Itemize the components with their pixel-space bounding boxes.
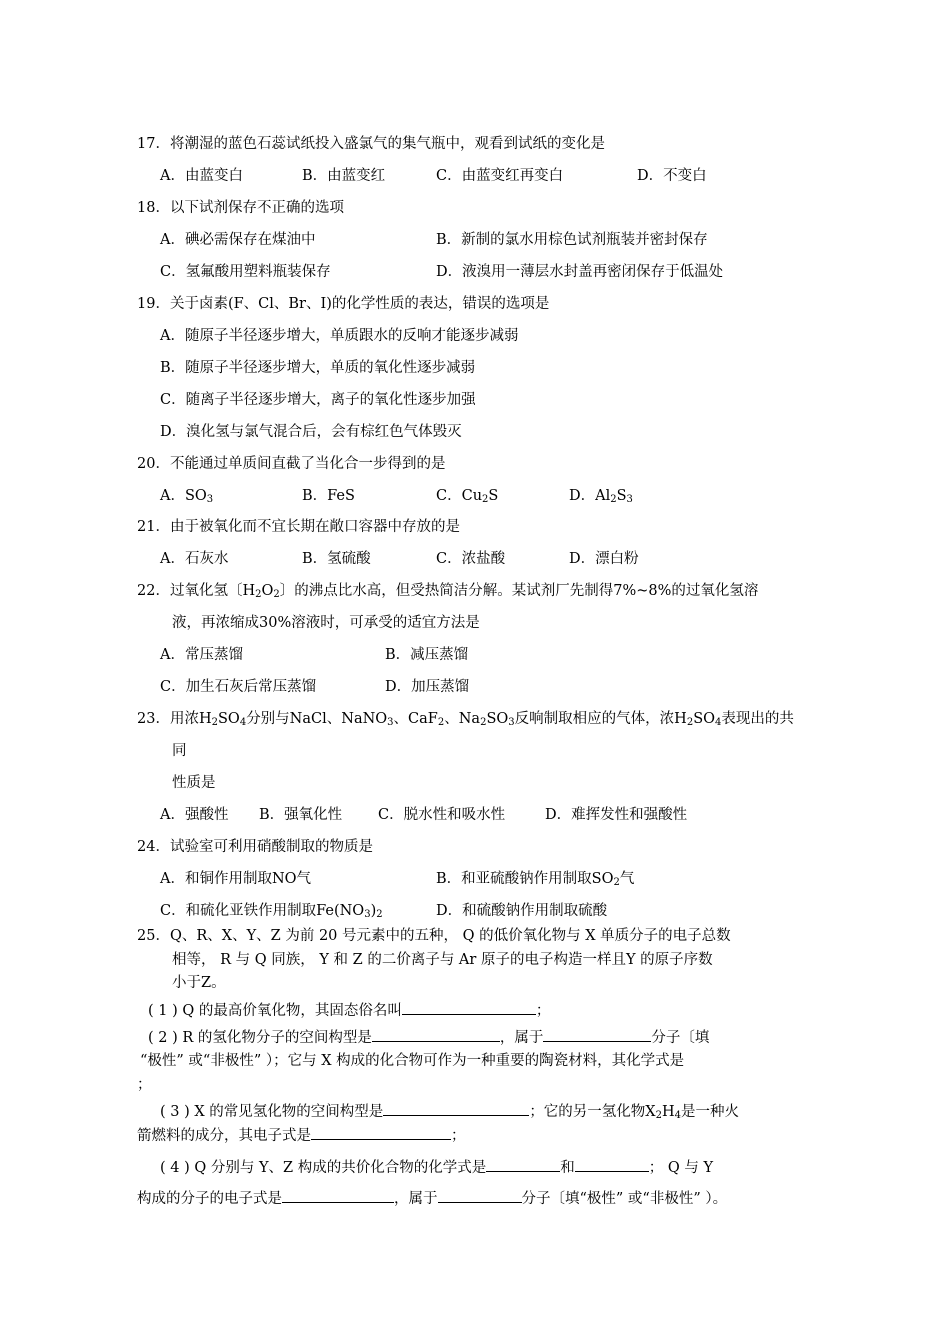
q21-option-c: C．浓盐酸 <box>436 551 506 567</box>
q20-stem: 20．不能通过单质间直截了当化合一步得到的是 <box>137 456 446 472</box>
answer-blank[interactable] <box>543 1027 651 1042</box>
q24-option-d: D．和硫酸钠作用制取硫酸 <box>436 903 608 919</box>
q19-option-d: D．溴化氢与氯气混合后，会有棕红色气体毁灭 <box>160 424 462 440</box>
q18-option-c: C．氢氟酸用塑料瓶装保存 <box>160 264 331 280</box>
answer-blank[interactable] <box>486 1157 560 1172</box>
answer-blank[interactable] <box>282 1188 394 1203</box>
q21-option-b: B．氢硫酸 <box>302 551 371 567</box>
q19-option-a: A．随原子半径逐步增大，单质跟水的反响才能逐步减弱 <box>160 328 519 344</box>
q23-option-b: B．强氧化性 <box>259 807 343 823</box>
q21-option-d: D．漂白粉 <box>569 551 639 567</box>
q18-option-b: B．新制的氯水用棕色试剂瓶装并密封保存 <box>436 232 708 248</box>
q21-option-a: A．石灰水 <box>160 551 229 567</box>
q23-stem-line3: 性质是 <box>172 775 216 791</box>
q24-option-a: A．和铜作用制取NO气 <box>160 871 312 887</box>
q23-option-a: A．强酸性 <box>160 807 229 823</box>
q24-option-b: B．和亚硫酸钠作用制取$SO_2$气 <box>436 871 635 888</box>
q24-option-c: C．和硫化亚铁作用制取$Fe(NO_3)_2$ <box>160 903 383 920</box>
q20-option-b: B．FeS <box>302 488 355 504</box>
q19-stem: 19．关于卤素(F、Cl、Br、I)的化学性质的表达，错误的选项是 <box>137 296 550 312</box>
q20-option-a: A．$SO_3$ <box>160 488 214 505</box>
q22-option-a: A．常压蒸馏 <box>160 647 243 663</box>
q22-option-b: B．减压蒸馏 <box>385 647 469 663</box>
q21-stem: 21．由于被氧化而不宜长期在敞口容器中存放的是 <box>137 519 460 535</box>
q24-stem: 24．试验室可利用硝酸制取的物质是 <box>137 839 373 855</box>
answer-blank[interactable] <box>438 1188 522 1203</box>
q17-option-a: A．由蓝变白 <box>160 168 243 184</box>
q25-stem-line3: 小于Z。 <box>172 975 226 991</box>
q22-option-d: D．加压蒸馏 <box>385 679 470 695</box>
q22-stem: 22．过氧化氢〔$H_2O_2$〕的沸点比水高，但受热简洁分解。某试剂厂先制得7%~8%的过氧化氢溶 <box>137 583 759 600</box>
q25-part3: ( 3 ) X 的常见氢化物的空间构型是 ；它的另一氢化物$X_2H_4$是一种火 <box>160 1101 739 1122</box>
q25-part1: ( 1 ) Q 的最高价氧化物，其固态俗名叫 ； <box>148 1000 550 1021</box>
q25-stem: 25．Q、R、X、Y、Z 为前 20 号元素中的五种， Q 的低价氧化物与 X 单质分子的电子总数 <box>137 928 731 944</box>
q25-part2-line3: ； <box>137 1077 152 1093</box>
q17-option-d: D．不变白 <box>637 168 707 184</box>
q22-stem-line2: 液，再浓缩成30%溶液时，可承受的适宜方法是 <box>172 615 480 631</box>
answer-blank[interactable] <box>383 1101 529 1116</box>
q20-option-c: C．$Cu_2S$ <box>436 488 499 505</box>
answer-blank[interactable] <box>372 1027 500 1042</box>
q19-option-b: B．随原子半径逐步增大，单质的氧化性逐步减弱 <box>160 360 476 376</box>
answer-blank[interactable] <box>402 1000 536 1015</box>
answer-blank[interactable] <box>575 1157 649 1172</box>
q18-option-a: A．碘必需保存在煤油中 <box>160 232 316 248</box>
q17-option-b: B．由蓝变红 <box>302 168 386 184</box>
q25-part4: ( 4 ) Q 分别与 Y、Z 构成的共价化合物的化学式是 和 ； Q 与 Y <box>160 1157 713 1178</box>
q25-part3-line2: 箭燃料的成分，其电子式是 ； <box>137 1125 466 1146</box>
q19-option-c: C．随离子半径逐步增大，离子的氧化性逐步加强 <box>160 392 476 408</box>
q17-option-c: C．由蓝变红再变白 <box>436 168 564 184</box>
q17-stem: 17．将潮湿的蓝色石蕊试纸投入盛氯气的集气瓶中，观看到试纸的变化是 <box>137 136 605 152</box>
q25-part2: ( 2 ) R 的氢化物分子的空间构型是 ，属于 分子〔填 <box>148 1027 709 1048</box>
q25-stem-line2: 相等， R 与 Q 同族， Y 和 Z 的二价离子与 Ar 原子的电子构造一样且Y 的原子序数 <box>172 952 713 968</box>
q23-stem: 23．用浓$H_2SO_4$分别与NaCl、NaNO$_3$、CaF$_2$、$Na_2SO_3$反响制取相应的气体，浓$H_2SO_4$表现出的共 <box>137 711 794 728</box>
q22-option-c: C．加生石灰后常压蒸馏 <box>160 679 317 695</box>
q20-option-d: D．$Al_2S_3$ <box>569 488 633 505</box>
q23-option-c: C．脱水性和吸水性 <box>378 807 506 823</box>
q18-stem: 18．以下试剂保存不正确的选项 <box>137 200 344 216</box>
q23-option-d: D．难挥发性和强酸性 <box>545 807 688 823</box>
q25-part2-line2: “极性” 或“非极性” ）；它与 X 构成的化合物可作为一种重要的陶瓷材料，其化学式是 <box>140 1053 685 1069</box>
q25-part4-line2: 构成的分子的电子式是 ，属于 分子〔填“极性” 或“非极性” ）。 <box>137 1188 727 1209</box>
q23-stem-line2: 同 <box>172 743 187 759</box>
answer-blank[interactable] <box>311 1125 451 1140</box>
q18-option-d: D．液溴用一薄层水封盖再密闭保存于低温处 <box>436 264 724 280</box>
